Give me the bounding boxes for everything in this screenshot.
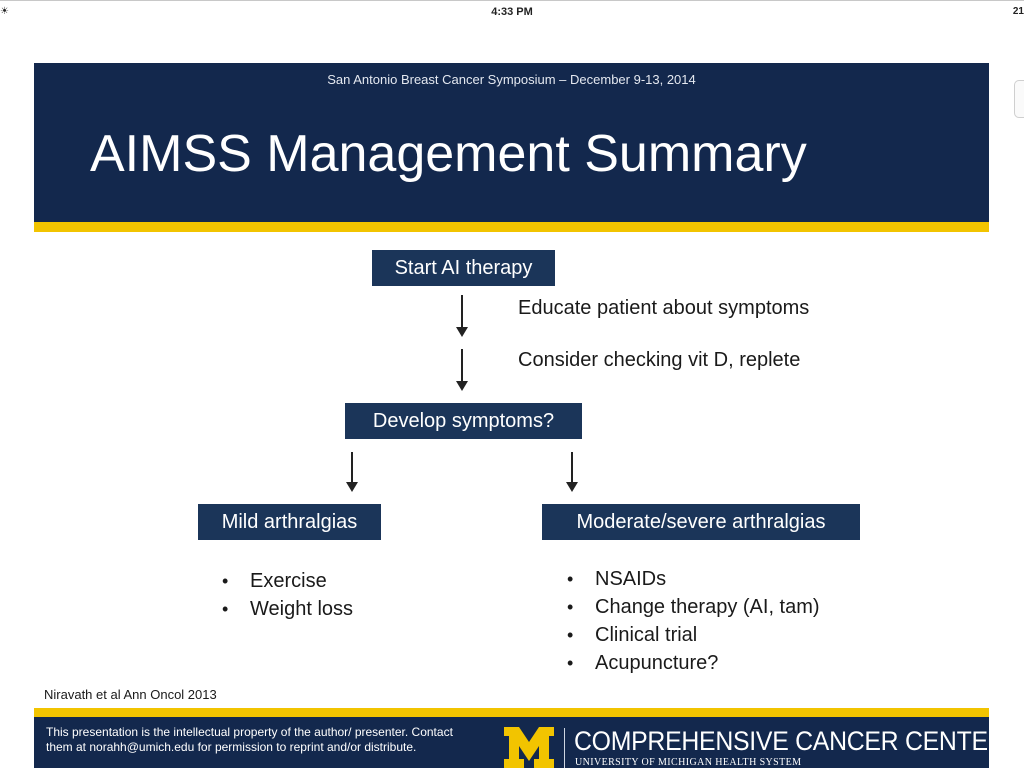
flow-box-develop: Develop symptoms? xyxy=(345,403,582,439)
mild-treatment-list xyxy=(220,567,353,623)
slide-title: AIMSS Management Summary xyxy=(90,125,807,183)
flow-note-vit-d: Consider checking vit D, replete xyxy=(518,349,801,371)
flow-arrow-down-icon xyxy=(456,295,468,337)
flow-arrow-down-icon xyxy=(456,349,468,391)
bullet-icon: • xyxy=(222,599,229,619)
flow-box-moderate: Moderate/severe arthralgias xyxy=(542,504,860,540)
list-item: • Exercise xyxy=(220,567,353,595)
flow-arrow-down-icon xyxy=(566,452,578,494)
list-item: • Clinical trial xyxy=(565,621,820,649)
flow-box-start: Start AI therapy xyxy=(372,250,555,286)
bullet-icon: • xyxy=(567,625,574,645)
health-system-name: UNIVERSITY OF MICHIGAN HEALTH SYSTEM xyxy=(575,757,802,768)
citation: Niravath et al Ann Oncol 2013 xyxy=(44,687,217,702)
status-time: 4:33 PM xyxy=(491,6,533,18)
list-item: • NSAIDs xyxy=(565,565,820,593)
moderate-treatment-list xyxy=(565,565,820,677)
bullet-icon: • xyxy=(567,597,574,617)
flow-box-mild: Mild arthralgias xyxy=(198,504,381,540)
bullet-icon: • xyxy=(567,569,574,589)
cancer-center-name: COMPREHENSIVE CANCER CENTER xyxy=(574,726,1006,756)
footer-accent-stripe xyxy=(34,708,989,717)
list-item: • Acupuncture? xyxy=(565,649,820,677)
conference-line: San Antonio Breast Cancer Symposium – December 9-13, 2014 xyxy=(327,72,696,87)
battery-percent: 21 xyxy=(1012,6,1024,17)
list-item: • Weight loss xyxy=(220,595,353,623)
flow-arrow-down-icon xyxy=(346,452,358,494)
michigan-m-logo-icon xyxy=(504,727,554,768)
logo-divider xyxy=(564,728,565,768)
list-item: • Change therapy (AI, tam) xyxy=(565,593,820,621)
bullet-icon: • xyxy=(222,571,229,591)
copyright-notice: This presentation is the intellectual property of the author/ presenter. Contact them at norahh@umich.edu for permission to reprint and/or distribute. xyxy=(46,725,453,754)
side-panel-handle[interactable] xyxy=(1014,80,1024,118)
bullet-icon: • xyxy=(567,653,574,673)
brightness-icon: ☀ xyxy=(0,6,9,17)
flow-note-educate: Educate patient about symptoms xyxy=(518,297,810,319)
header-accent-stripe xyxy=(34,222,989,232)
